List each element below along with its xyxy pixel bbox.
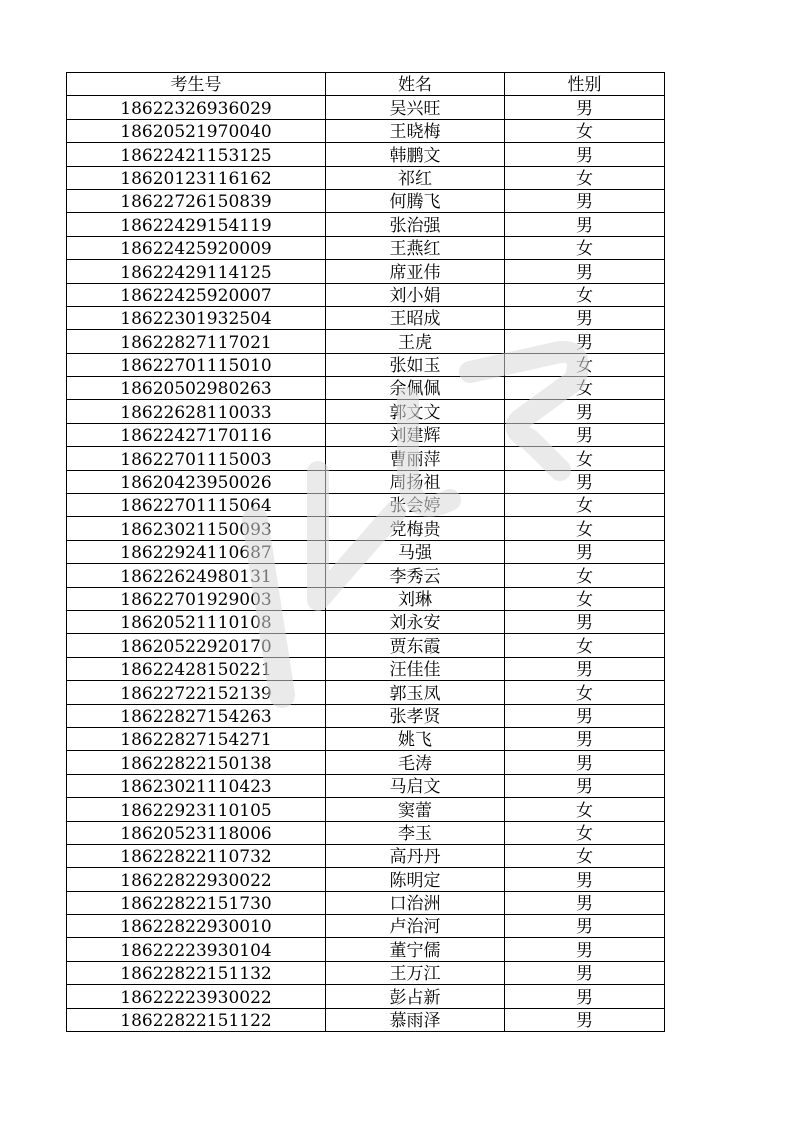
cell-name: 卢治河 xyxy=(326,915,505,938)
table-row xyxy=(67,868,665,891)
cell-name: 周扬祖 xyxy=(326,470,505,493)
cell-exam-number: 18622726150839 xyxy=(67,189,326,212)
cell-gender: 女 xyxy=(505,119,665,142)
cell-gender: 男 xyxy=(505,96,665,119)
cell-exam-number: 18622223930104 xyxy=(67,938,326,961)
header-name: 姓名 xyxy=(326,73,505,96)
table-row xyxy=(67,961,665,984)
cell-gender: 男 xyxy=(505,704,665,727)
cell-gender: 男 xyxy=(505,540,665,563)
table-row xyxy=(67,447,665,470)
table-row xyxy=(67,751,665,774)
cell-gender: 女 xyxy=(505,166,665,189)
cell-exam-number: 18622827154271 xyxy=(67,727,326,750)
cell-exam-number: 18622827117021 xyxy=(67,330,326,353)
cell-name: 韩鹏文 xyxy=(326,143,505,166)
cell-gender: 女 xyxy=(505,634,665,657)
table-row xyxy=(67,400,665,423)
cell-exam-number: 18622822151730 xyxy=(67,891,326,914)
cell-name: 马强 xyxy=(326,540,505,563)
table-row xyxy=(67,494,665,517)
cell-name: 郭文文 xyxy=(326,400,505,423)
table-row xyxy=(67,166,665,189)
table-row xyxy=(67,844,665,867)
cell-gender: 男 xyxy=(505,189,665,212)
cell-name: 刘永安 xyxy=(326,610,505,633)
cell-exam-number: 18622822151122 xyxy=(67,1008,326,1031)
cell-gender: 男 xyxy=(505,330,665,353)
cell-name: 何腾飞 xyxy=(326,189,505,212)
cell-name: 汪佳佳 xyxy=(326,657,505,680)
cell-gender: 女 xyxy=(505,587,665,610)
table-row xyxy=(67,330,665,353)
cell-name: 张孝贤 xyxy=(326,704,505,727)
table-row xyxy=(67,353,665,376)
table-row xyxy=(67,517,665,540)
table-row xyxy=(67,681,665,704)
cell-exam-number: 18622425920007 xyxy=(67,283,326,306)
table-row xyxy=(67,704,665,727)
cell-exam-number: 18622326936029 xyxy=(67,96,326,119)
cell-gender: 女 xyxy=(505,283,665,306)
cell-name: 张治强 xyxy=(326,213,505,236)
cell-name: 李玉 xyxy=(326,821,505,844)
table-row xyxy=(67,470,665,493)
cell-exam-number: 18622429114125 xyxy=(67,260,326,283)
cell-exam-number: 18622421153125 xyxy=(67,143,326,166)
table-row xyxy=(67,236,665,259)
table-row xyxy=(67,938,665,961)
cell-exam-number: 18622628110033 xyxy=(67,400,326,423)
cell-exam-number: 18622428150221 xyxy=(67,657,326,680)
cell-name: 刘建辉 xyxy=(326,423,505,446)
cell-exam-number: 18623021150093 xyxy=(67,517,326,540)
student-list-table xyxy=(66,72,665,1032)
cell-exam-number: 18622701929003 xyxy=(67,587,326,610)
table-row xyxy=(67,821,665,844)
table-row xyxy=(67,564,665,587)
cell-gender: 男 xyxy=(505,961,665,984)
cell-name: 李秀云 xyxy=(326,564,505,587)
cell-name: 窦蕾 xyxy=(326,798,505,821)
cell-gender: 男 xyxy=(505,306,665,329)
cell-exam-number: 18620502980263 xyxy=(67,377,326,400)
cell-gender: 男 xyxy=(505,423,665,446)
cell-name: 郭玉凤 xyxy=(326,681,505,704)
table-row xyxy=(67,657,665,680)
table-header-row xyxy=(67,73,665,96)
cell-exam-number: 18622722152139 xyxy=(67,681,326,704)
cell-name: 高丹丹 xyxy=(326,844,505,867)
cell-exam-number: 18622822150138 xyxy=(67,751,326,774)
cell-gender: 男 xyxy=(505,1008,665,1031)
cell-name: 王虎 xyxy=(326,330,505,353)
table-row xyxy=(67,798,665,821)
table-row xyxy=(67,260,665,283)
table-row xyxy=(67,610,665,633)
cell-exam-number: 18622425920009 xyxy=(67,236,326,259)
table-row xyxy=(67,774,665,797)
cell-name: 董宁儒 xyxy=(326,938,505,961)
cell-gender: 男 xyxy=(505,915,665,938)
cell-gender: 男 xyxy=(505,938,665,961)
table-row xyxy=(67,377,665,400)
cell-name: 刘小娟 xyxy=(326,283,505,306)
cell-exam-number: 18620522920170 xyxy=(67,634,326,657)
table-row xyxy=(67,189,665,212)
cell-exam-number: 18622822930022 xyxy=(67,868,326,891)
cell-exam-number: 18622223930022 xyxy=(67,985,326,1008)
cell-gender: 男 xyxy=(505,260,665,283)
cell-exam-number: 18622701115003 xyxy=(67,447,326,470)
cell-gender: 男 xyxy=(505,774,665,797)
table-row xyxy=(67,985,665,1008)
cell-name: 曹丽萍 xyxy=(326,447,505,470)
cell-gender: 女 xyxy=(505,447,665,470)
table-row xyxy=(67,306,665,329)
cell-gender: 男 xyxy=(505,470,665,493)
cell-name: 王昭成 xyxy=(326,306,505,329)
table-row xyxy=(67,283,665,306)
cell-exam-number: 18622427170116 xyxy=(67,423,326,446)
cell-name: 毛涛 xyxy=(326,751,505,774)
cell-gender: 女 xyxy=(505,681,665,704)
table-row xyxy=(67,119,665,142)
cell-exam-number: 18622624980131 xyxy=(67,564,326,587)
cell-gender: 男 xyxy=(505,727,665,750)
table-row xyxy=(67,213,665,236)
cell-name: 党梅贵 xyxy=(326,517,505,540)
cell-gender: 女 xyxy=(505,517,665,540)
table-row xyxy=(67,143,665,166)
cell-gender: 女 xyxy=(505,236,665,259)
cell-exam-number: 18622701115064 xyxy=(67,494,326,517)
cell-name: 席亚伟 xyxy=(326,260,505,283)
cell-exam-number: 18623021110423 xyxy=(67,774,326,797)
cell-exam-number: 18622822110732 xyxy=(67,844,326,867)
cell-exam-number: 18622822930010 xyxy=(67,915,326,938)
header-exam-number: 考生号 xyxy=(67,73,326,96)
header-gender: 性别 xyxy=(505,73,665,96)
table-row xyxy=(67,634,665,657)
table-row xyxy=(67,587,665,610)
table-row xyxy=(67,915,665,938)
cell-name: 王燕红 xyxy=(326,236,505,259)
cell-exam-number: 18620521110108 xyxy=(67,610,326,633)
cell-name: 吴兴旺 xyxy=(326,96,505,119)
cell-name: 贾东霞 xyxy=(326,634,505,657)
cell-name: 余佩佩 xyxy=(326,377,505,400)
cell-gender: 男 xyxy=(505,891,665,914)
cell-name: 王万江 xyxy=(326,961,505,984)
cell-gender: 女 xyxy=(505,798,665,821)
cell-gender: 男 xyxy=(505,657,665,680)
cell-gender: 男 xyxy=(505,400,665,423)
cell-name: 彭占新 xyxy=(326,985,505,1008)
cell-gender: 女 xyxy=(505,377,665,400)
cell-gender: 男 xyxy=(505,213,665,236)
cell-exam-number: 18622827154263 xyxy=(67,704,326,727)
cell-exam-number: 18622701115010 xyxy=(67,353,326,376)
table-row xyxy=(67,727,665,750)
cell-name: 陈明定 xyxy=(326,868,505,891)
cell-name: 姚飞 xyxy=(326,727,505,750)
table-row xyxy=(67,540,665,563)
cell-gender: 男 xyxy=(505,985,665,1008)
cell-name: 马启文 xyxy=(326,774,505,797)
cell-exam-number: 18620423950026 xyxy=(67,470,326,493)
cell-gender: 女 xyxy=(505,564,665,587)
cell-exam-number: 18622301932504 xyxy=(67,306,326,329)
cell-name: 张如玉 xyxy=(326,353,505,376)
table-row xyxy=(67,96,665,119)
cell-exam-number: 18622924110687 xyxy=(67,540,326,563)
cell-name: 祁红 xyxy=(326,166,505,189)
table-row xyxy=(67,423,665,446)
cell-name: 王晓梅 xyxy=(326,119,505,142)
cell-name: 慕雨泽 xyxy=(326,1008,505,1031)
cell-name: 张会婷 xyxy=(326,494,505,517)
cell-gender: 男 xyxy=(505,610,665,633)
cell-exam-number: 18622923110105 xyxy=(67,798,326,821)
cell-name: 口治洲 xyxy=(326,891,505,914)
table-row xyxy=(67,1008,665,1031)
cell-gender: 女 xyxy=(505,844,665,867)
cell-gender: 女 xyxy=(505,353,665,376)
table-row xyxy=(67,891,665,914)
cell-gender: 女 xyxy=(505,494,665,517)
cell-exam-number: 18622822151132 xyxy=(67,961,326,984)
cell-gender: 男 xyxy=(505,868,665,891)
cell-exam-number: 18620123116162 xyxy=(67,166,326,189)
cell-gender: 男 xyxy=(505,143,665,166)
cell-gender: 女 xyxy=(505,821,665,844)
cell-gender: 男 xyxy=(505,751,665,774)
cell-exam-number: 18620521970040 xyxy=(67,119,326,142)
cell-name: 刘琳 xyxy=(326,587,505,610)
cell-exam-number: 18622429154119 xyxy=(67,213,326,236)
cell-exam-number: 18620523118006 xyxy=(67,821,326,844)
